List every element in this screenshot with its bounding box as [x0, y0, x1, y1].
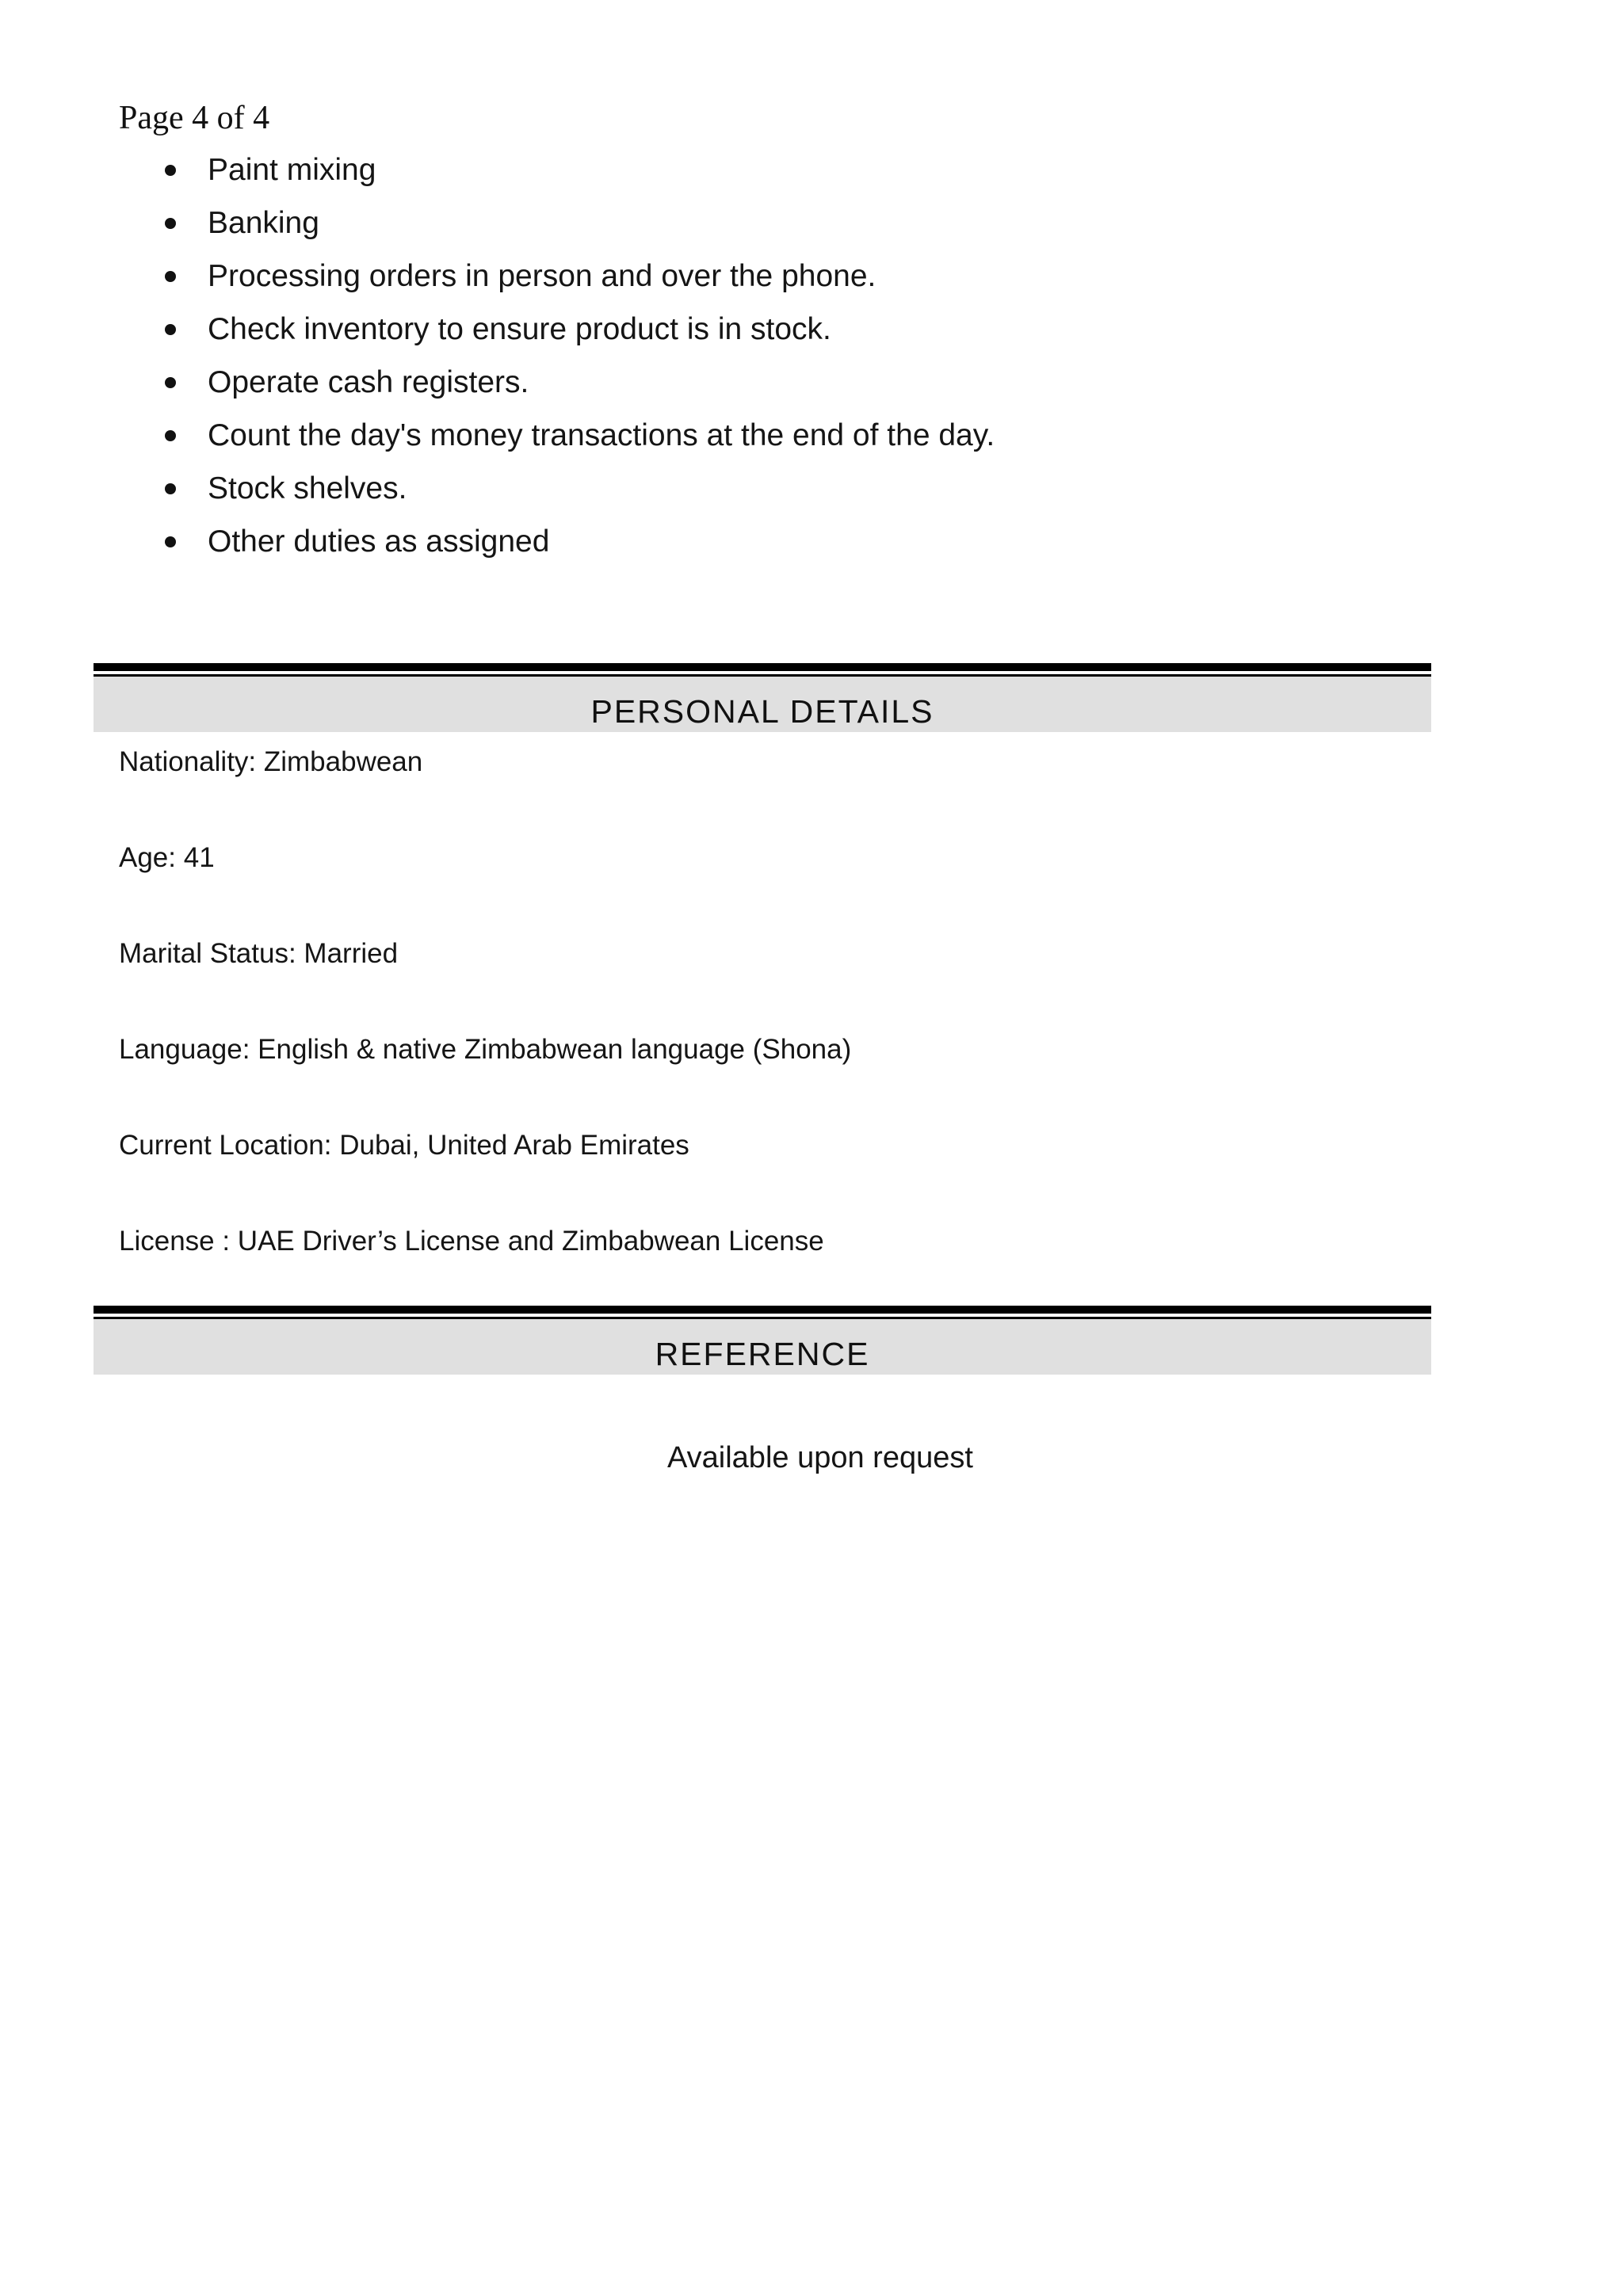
section-divider-thick	[94, 1306, 1431, 1314]
bullet-icon	[165, 271, 176, 282]
list-item	[158, 359, 995, 412]
bullet-icon	[165, 430, 176, 441]
duty-text: Other duties as assigned	[208, 524, 550, 559]
list-item	[158, 306, 995, 359]
list-item	[158, 147, 995, 200]
bullet-icon	[165, 165, 176, 176]
detail-current-location: Current Location: Dubai, United Arab Emirates	[119, 1130, 689, 1161]
duties-list	[158, 147, 995, 571]
duty-text: Processing orders in person and over the phone.	[208, 259, 876, 293]
duty-text: Stock shelves.	[208, 471, 407, 505]
duty-text: Operate cash registers.	[208, 365, 529, 399]
list-item	[158, 200, 995, 253]
detail-marital-status: Marital Status: Married	[119, 938, 399, 969]
bullet-icon	[165, 536, 176, 547]
section-divider-thick	[94, 663, 1431, 671]
bullet-icon	[165, 324, 176, 335]
detail-age: Age: 41	[119, 842, 215, 873]
list-item	[158, 253, 995, 306]
list-item	[158, 465, 995, 518]
duty-text: Count the day's money transactions at the end of the day.	[208, 418, 995, 452]
section-heading-personal-details: PERSONAL DETAILS	[94, 677, 1431, 732]
duty-text: Check inventory to ensure product is in stock.	[208, 312, 831, 346]
bullet-icon	[165, 377, 176, 388]
bullet-icon	[165, 483, 176, 494]
list-item	[158, 518, 995, 571]
personal-details-section	[94, 663, 1431, 732]
duty-text: Paint mixing	[208, 153, 376, 187]
duty-text: Banking	[208, 206, 319, 240]
page-number: Page 4 of 4	[119, 100, 270, 136]
reference-section	[94, 1306, 1431, 1375]
detail-license: License : UAE Driver’s License and Zimbabwean License	[119, 1226, 824, 1257]
list-item	[158, 412, 995, 465]
detail-language: Language: English & native Zimbabwean language (Shona)	[119, 1034, 852, 1065]
section-heading-reference: REFERENCE	[94, 1319, 1431, 1375]
reference-text: Available upon request	[667, 1441, 973, 1474]
detail-nationality: Nationality: Zimbabwean	[119, 746, 423, 777]
bullet-icon	[165, 218, 176, 229]
